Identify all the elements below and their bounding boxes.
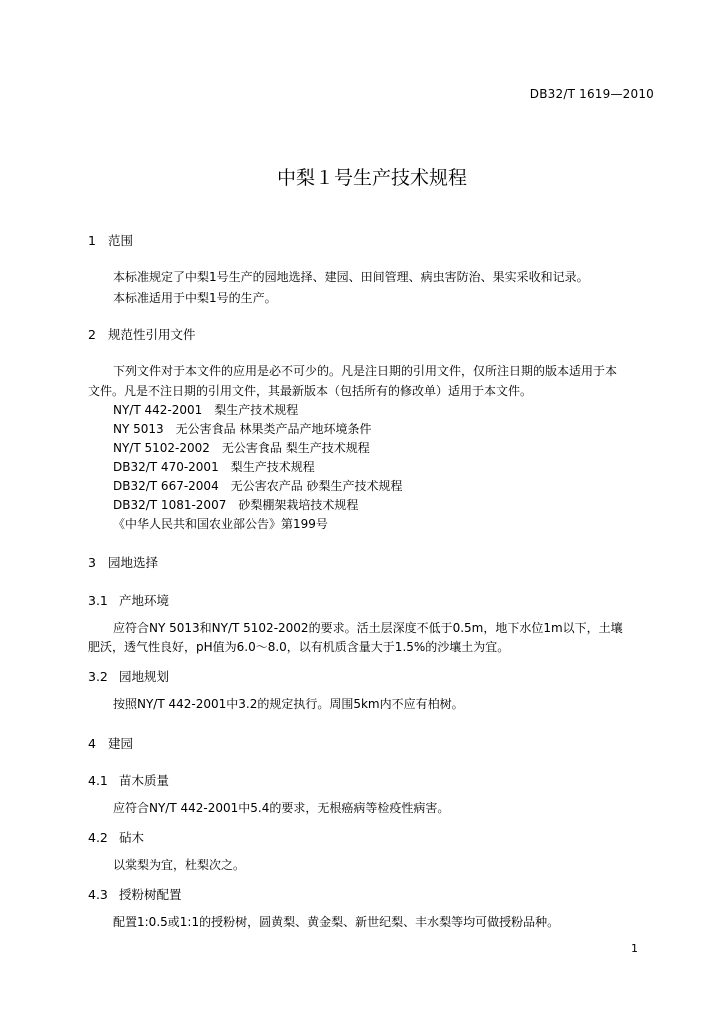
paragraph: 以棠梨为宜，杜梨次之。 <box>113 858 246 872</box>
paragraph-line: 应符合NY 5013和NY/T 5102-2002的要求。活土层深度不低于0.5m，地下水位1m以下，土壤 <box>113 621 623 635</box>
paragraph: 本标准适用于中梨1号的生产。 <box>113 291 277 305</box>
subsection-number: 4.1 <box>88 773 108 788</box>
section-3-heading <box>88 553 158 571</box>
section-title: 园地选择 <box>108 555 159 570</box>
section-title: 范围 <box>108 233 134 248</box>
reference-item: DB32/T 1081-2007 砂梨棚架栽培技术规程 <box>113 498 359 512</box>
section-number: 1 <box>88 233 96 248</box>
standard-number: DB32/T 1619—2010 <box>529 87 654 101</box>
section-4-heading <box>88 734 133 752</box>
subsection-title: 砧木 <box>119 830 145 845</box>
subsection-number: 3.2 <box>88 669 108 684</box>
subsection-number: 4.2 <box>88 830 108 845</box>
reference-item: NY 5013 无公害食品 林果类产品产地环境条件 <box>113 422 372 436</box>
paragraph: 按照NY/T 442-2001中3.2的规定执行。周围5km内不应有柏树。 <box>113 697 464 711</box>
subsection-3-2-heading <box>88 667 169 685</box>
section-number: 3 <box>88 555 96 570</box>
subsection-title: 园地规划 <box>119 669 170 684</box>
reference-item: DB32/T 667-2004 无公害农产品 砂梨生产技术规程 <box>113 479 403 493</box>
reference-item: NY/T 442-2001 梨生产技术规程 <box>113 403 299 417</box>
paragraph-line: 文件。凡是不注日期的引用文件，其最新版本（包括所有的修改单）适用于本文件。 <box>88 384 533 398</box>
subsection-number: 3.1 <box>88 593 108 608</box>
page-number: 1 <box>631 942 638 955</box>
paragraph-line: 下列文件对于本文件的应用是必不可少的。凡是注日期的引用文件，仅所注日期的版本适用于本 <box>113 364 618 378</box>
paragraph-line: 肥沃，透气性良好，pH值为6.0～8.0，以有机质含量大于1.5%的沙壤土为宜。 <box>88 640 510 654</box>
section-number: 4 <box>88 736 96 751</box>
reference-item: 《中华人民共和国农业部公告》第199号 <box>113 517 328 531</box>
document-title: 中梨１号生产技术规程 <box>276 167 467 189</box>
subsection-number: 4.3 <box>88 887 108 902</box>
reference-item: NY/T 5102-2002 无公害食品 梨生产技术规程 <box>113 441 370 455</box>
subsection-title: 产地环境 <box>119 593 170 608</box>
section-1-heading <box>88 231 133 249</box>
paragraph: 配置1:0.5或1:1的授粉树，圆黄梨、黄金梨、新世纪梨、丰水梨等均可做授粉品种。 <box>113 915 560 929</box>
subsection-title: 苗木质量 <box>119 773 170 788</box>
section-title: 建园 <box>108 736 134 751</box>
reference-item: DB32/T 470-2001 梨生产技术规程 <box>113 460 315 474</box>
paragraph: 本标准规定了中梨1号生产的园地选择、建园、田间管理、病虫害防治、果实采收和记录。 <box>113 270 589 284</box>
section-2-heading <box>88 325 196 343</box>
subsection-title: 授粉树配置 <box>119 887 182 902</box>
subsection-4-1-heading <box>88 771 169 789</box>
section-title: 规范性引用文件 <box>108 327 196 342</box>
subsection-4-2-heading <box>88 828 144 846</box>
subsection-4-3-heading <box>88 885 182 903</box>
section-number: 2 <box>88 327 96 342</box>
paragraph: 应符合NY/T 442-2001中5.4的要求，无根癌病等检疫性病害。 <box>113 801 450 815</box>
subsection-3-1-heading <box>88 591 169 609</box>
